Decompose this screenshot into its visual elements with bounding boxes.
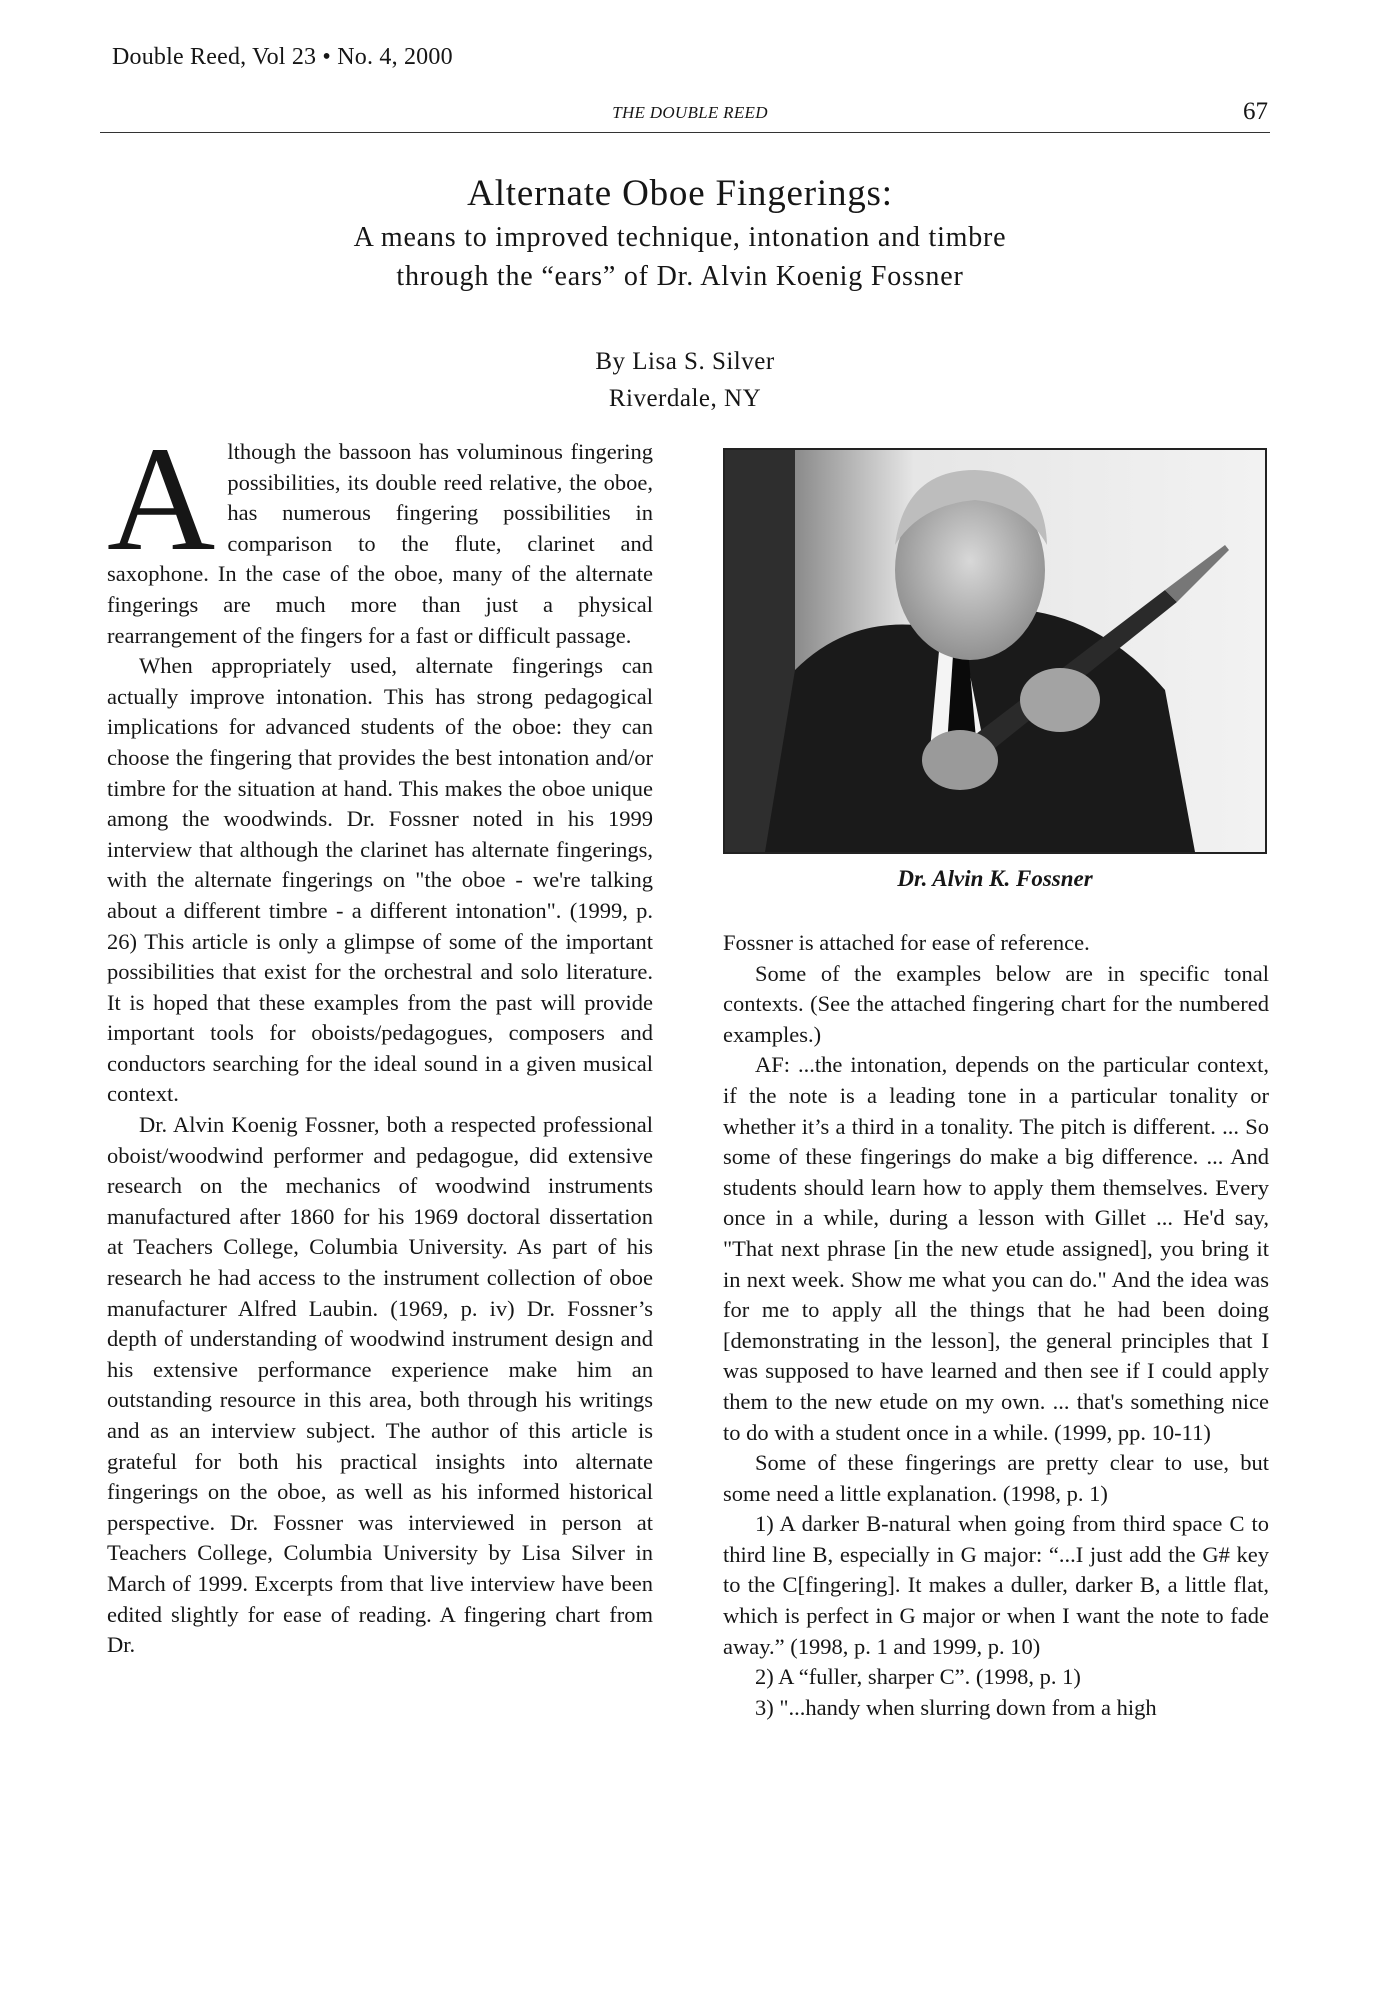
- article-title: Alternate Oboe Fingerings:: [467, 173, 893, 214]
- paragraph: Some of the examples below are in specific tonal contexts. (See the attached fingering chart for the numbered examples.): [723, 960, 1269, 1047]
- paragraph: Some of these fingerings are pretty clear to use, but some need a little explanation. (1998, p. 1): [723, 1450, 1269, 1506]
- author-location: Riverdale, NY: [608, 385, 762, 412]
- right-column: [723, 928, 1269, 1723]
- paragraph-text: lthough the bassoon has voluminous fingering possibilities, its double reed relative, the oboe, has numerous fingering possibilities in comparison to the flute, clarinet and saxophone. In the case of the oboe, many of the alternate fingerings are much more than just a physical rearrangement of the fingers for a fast or difficult passage.: [107, 439, 653, 648]
- paragraph: When appropriately used, alternate fingerings can actually improve intonation. This has strong pedagogical implications for advanced students of the oboe: they can choose the fingering that provides the best intonation and/or timbre for the situation at hand. This makes the oboe unique among the woodwinds. Dr. Fossner noted in his 1999 interview that although the clarinet has alternate fingerings, with the alternate fingerings on "the oboe - we're talking about a different timbre - a different intonation". (1999, p. 26) This article is only a glimpse of some of the important possibilities that exist for the orchestral and solo literature. It is hoped that these examples from the past will provide important tools for oboists/pedagogues, composers and conductors searching for the ideal sound in a given musical context.: [107, 653, 653, 1107]
- page-number: 67: [1243, 98, 1268, 125]
- running-head: Double Reed, Vol 23 • No. 4, 2000: [112, 44, 453, 70]
- author-name: By Lisa S. Silver: [595, 348, 775, 375]
- list-item: 2) A “fuller, sharper C”. (1998, p. 1): [755, 1664, 1081, 1690]
- article-subtitle-line-2: through the “ears” of Dr. Alvin Koenig Fossner: [396, 261, 964, 292]
- title-block: [280, 170, 1080, 296]
- byline: [530, 343, 840, 417]
- left-column: [107, 416, 653, 1661]
- list-item: 3) "...handy when slurring down from a high: [755, 1694, 1157, 1720]
- paragraph: Dr. Alvin Koenig Fossner, both a respected professional oboist/woodwind performer and pedagogue, did extensive research on the mechanics of woodwind instruments manufactured after 1860 for his 1969 doctoral dissertation at Teachers College, Columbia University. As part of his research he had access to the instrument collection of oboe manufacturer Alfred Laubin. (1969, p. iv) Dr. Fossner’s depth of understanding of woodwind instrument design and his extensive performance experience make him an outstanding resource in this area, both through his writings and as an interview subject. The author of this article is grateful for both his practical insights into alternate fingerings on the oboe, as well as his informed historical perspective. Dr. Fossner was interviewed in person at Teachers College, Columbia University by Lisa Silver in March of 1999. Excerpts from that live interview have been edited slightly for ease of reading. A fingering chart from Dr.: [107, 1112, 653, 1658]
- portrait-image: [725, 450, 1265, 852]
- paragraph: AF: ...the intonation, depends on the particular context, if the note is a leading tone in a particular tonality or whether it’s a third in a tonality. The pitch is different. ... So some of these fingerings do make a big difference. ... And students should learn how to apply them themselves. Every once in a while, during a lesson with Gillet ... He'd say, "That next phrase [in the new etude assigned], you bring it in next week. Show me what you can do." And the idea was for me to apply all the things that he had been doing [demonstrating in the lesson], the general principles that I was supposed to have learned and then see if I could apply them to the new etude on my own. ... that's something nice to do with a student once in a while. (1999, pp. 10-11): [723, 1052, 1269, 1445]
- photo-caption: Dr. Alvin K. Fossner: [897, 866, 1093, 891]
- header-rule: [100, 132, 1270, 133]
- journal-name: THE DOUBLE REED: [612, 103, 768, 122]
- drop-cap: A: [107, 416, 216, 582]
- portrait-photo: [723, 448, 1267, 854]
- list-item: 1) A darker B-natural when going from third space C to third line B, especially in G major: “...I just add the G# key to the C[fingering]. It makes a duller, darker B, a little flat, which is perfect in G major or when I want the note to fade away.” (1998, p. 1 and 1999, p. 10): [723, 1511, 1269, 1659]
- article-subtitle-line-1: A means to improved technique, intonation and timbre: [353, 222, 1007, 253]
- paragraph: [107, 416, 653, 651]
- paragraph: Fossner is attached for ease of reference.: [723, 930, 1090, 955]
